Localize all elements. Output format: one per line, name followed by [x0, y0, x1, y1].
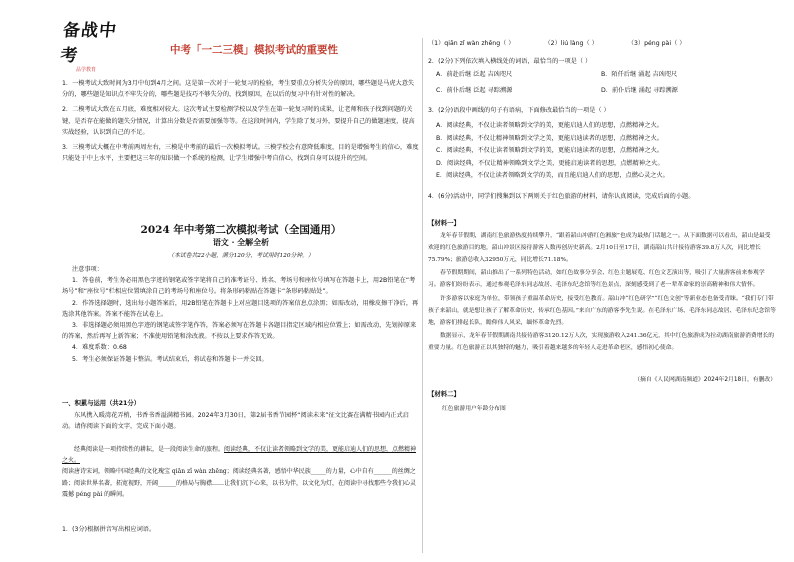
- option-c: C．阅读经典，不仅让读者领略到文学的美，更能启迪读者的思想，点燃精神之火。: [436, 147, 664, 154]
- option-d: D．阅读经典，不仅让精神领略到文学之美，更能启迪读者的思想，点燃精神之火。: [436, 159, 664, 167]
- notice-item: 5．考生必须保证答题卡整洁。考试结束后，将试卷和答题卡一并交回。: [72, 355, 268, 363]
- reading-passage: [62, 444, 420, 500]
- material-paragraph: 许多游客以家庭为单位，带领孩子重温革命历史，接受红色教育。韶山冲“红色研学”“红色文创”等新业态也备受青睐。“我们专门带孩子来韶山，就是想让孩子了解革命历史，传承红色基因。”来自广东的游客李先生说。在毛泽东广场、毛泽东同志故居、毛泽东纪念馆等地，游客们排起长队，瞻仰伟人风采，缅怀革命先烈。: [428, 295, 776, 326]
- question-2: 2．(2分)下列依次填入横线处的词语，最恰当的一项是（ ）: [428, 58, 592, 65]
- material-2-label: 【材料二】: [428, 390, 460, 398]
- intro-paragraph-1: 1．一模考试大致时间为3月中旬到4月之间。这是第一次对于一轮复习的检验，考生要重点分析失分的原因，哪些题是马虎大意失分的，哪些题是知识点不牢失分的，哪些题是技巧不够失分的，找到原因，在以后的复习中有针对性的解决。: [62, 80, 415, 99]
- logo-text: 备战中考: [59, 21, 119, 66]
- exam-subtitle: 语文 · 全解全析: [212, 237, 270, 247]
- column-divider: [422, 38, 423, 553]
- question-3: 3．(2分)语段中画线的句子有语病，下面修改最恰当的一项是（ ）: [428, 107, 610, 114]
- logo: [59, 16, 132, 73]
- pinyin-item: （2）liú làng（ ）: [544, 40, 598, 47]
- option-b: B．陌仟后继 涌起 吉凶咫尺: [601, 71, 678, 78]
- intro-paragraph-3: 3．三模考试大概在中考前两周左右，三模是中考前的最后一次模拟考试。三模学校会有意降低难度，目的是增强考生的信心，难度只能处于中上水平，主要把这三年的知识做一个系统的检测，让学生增强中考自信心，找到自身可以提升的空间。: [62, 144, 419, 163]
- pinyin-item: （3）péng pài（ ）: [627, 40, 686, 47]
- passage-underlined-sentence: 阅读经典，不仅让读者领略到文学的美，更能启迪人们的思想，点燃精神之火。: [62, 446, 417, 465]
- right-column: [428, 38, 776, 553]
- left-column: [59, 16, 420, 556]
- option-c: C．前仆后继 泛起 寻踪溯源: [436, 87, 513, 94]
- material-1: [428, 231, 776, 357]
- intro-paragraph-2: 2．二模考试大致在五月底，难度相对较大。这次考试主要检测学校以及学生在第一轮复习时的成果，让老师和孩子找到问题的关键，是否存在能做的题失分情况，计算出分数是否需要加强等等。在这段时间内，学生除了复习外，要提升自己的做题速度，提高实战经验，认识到自己的不足。: [62, 106, 415, 136]
- pinyin-item: （1）qiān zǐ wàn zhēng（ ）: [428, 40, 515, 47]
- pinyin-row: [428, 38, 776, 49]
- passage-text: 经典阅读是一项持续性的耕耘，是一段阅读生命的旅程。: [74, 446, 225, 453]
- notice-title: 注意事项：: [72, 266, 103, 273]
- material-paragraph: 龙年春节假期，湖南红色旅游热度持续攀升，“跟着韶山冲游红色湘旅”也成为最热门话题之一。从下面数据可以看出，韶山是最受欢迎的红色旅游目的地，韶山冲景区接待游客人数再创历史新高。2月10日至17日，湖南韶山共计接待游客39.8万人次，同比增长75.79%；旅游总收入32950万元，同比增长71.18%。: [428, 233, 771, 263]
- material-1-source: （摘自《人民网湖南频道》2024年2月18日，有删改）: [634, 377, 776, 383]
- question-4: 4．(6分)活动中，同学们搜集到以下两则关于红色旅游的材料，请你认真阅读，完成后面的小题。: [428, 193, 695, 200]
- logo-subtext: 品学教育: [76, 67, 97, 73]
- section-intro: 东风携入暖湾花弄梢，书香书香溢满精书园。2024年3月30日，第2届书香节园杯“阅读未来”征文比赛在满精书园内正式启动。请你阅读下面的文字，完成下面小题。: [62, 412, 409, 431]
- option-d: D．前仆后继 涌起 寻踪溯源: [601, 87, 678, 94]
- exam-title: 2024 年中考第二次模拟考试（全国通用）: [140, 224, 342, 236]
- material-1-label: 【材料一】: [428, 219, 460, 227]
- material-paragraph: 春节假期期间，韶山推出了一系列特色活动，如红色故事分享会、红色主题展览、红色文艺演出等，吸引了大量游客前来参观学习。游客们纷纷表示，通过参观毛泽东同志故居、毛泽东纪念馆等红色景点，深刻感受到了老一辈革命家的崇高精神和伟大情怀。: [428, 270, 765, 289]
- notice-item: 4．难度系数：0.68: [72, 344, 127, 352]
- notice-item: 1．答卷前，考生务必用黑色字迹的钢笔或签字笔将自己的准考证号、姓名、考场号和座位号填写在答题卡上，用2B铅笔在“考场号”和“座位号”栏相应位置填涂自己的考场号和座位号。将条形码粘贴在答题卡“条形码粘贴处”。: [62, 277, 416, 296]
- option-a: A．前赴后继 泛起 吉凶咫尺: [436, 71, 513, 78]
- passage-text-rest: 阅读唐诗宋词，领略中国经典的文化瑰宝 qiān zǐ wàn zhēng；阅读经典名著，感悟中华民族_____的力量，心中自有______的丝绸之路；阅读世界名著，拓宽视野，开阔______的格局与胸襟……让我们沉下心来，以书为伴，以文化为灯，在阅读中寻找那些令我们心灵震撼 péng pài 的瞬间。: [62, 468, 417, 498]
- option-a: A．阅读经典，不仅让读者领略到文学的美，更能启迪人们的思想，点燃精神之火。: [436, 122, 663, 129]
- exam-note: （本试卷共22小题，满分120分，考试用时120分钟。）: [168, 253, 314, 259]
- option-b: B．阅读经典，不仅让精神领略到文学之美，更能启迪读者的思想，点燃精神之火。: [436, 134, 663, 142]
- question-3-options: [436, 120, 766, 183]
- question-2-options: [436, 69, 766, 96]
- notice-block: [62, 264, 420, 365]
- intro-text: [62, 78, 420, 168]
- material-paragraph: 数据显示，龙年春节假期湖南共接待游客3120.12万人次，实现旅游收入241.36亿元，其中红色旅游成为拉动湖南旅游消费增长的重要力量。红色旅游正以其独特的魅力，吸引着越来越多的年轻人走进革命老区，感悟初心使命。: [428, 333, 775, 352]
- material-2-caption: 红色旅游用户年龄分布图: [442, 406, 506, 412]
- section-title: 一、积累与运用（共21分）: [62, 400, 141, 407]
- banner-title: 中考「一二三模」模拟考试的重要性: [170, 44, 338, 56]
- question-1: 1．(3分)根据拼音写出相应词语。: [62, 526, 156, 533]
- notice-item: 3．非选择题必须用黑色字迹的钢笔或签字笔作答，答案必须写在答题卡各题目指定区域内相应位置上；如需改动，先划掉原来的答案，然后再写上新答案；不准使用铅笔和涂改液。不按以上要求作答无效。: [62, 322, 417, 341]
- option-e: E．阅读经典，不仅让读者领略到文学的美，而且能启迪人们的思想，点燃心灵之火。: [436, 172, 669, 179]
- notice-item: 2．作答选择题时，选出每小题答案后，用2B铅笔在答题卡上对应题目选项的答案信息点涂黑；如需改动，用橡皮擦干净后，再选涂其他答案。答案不能答在试卷上。: [62, 299, 419, 318]
